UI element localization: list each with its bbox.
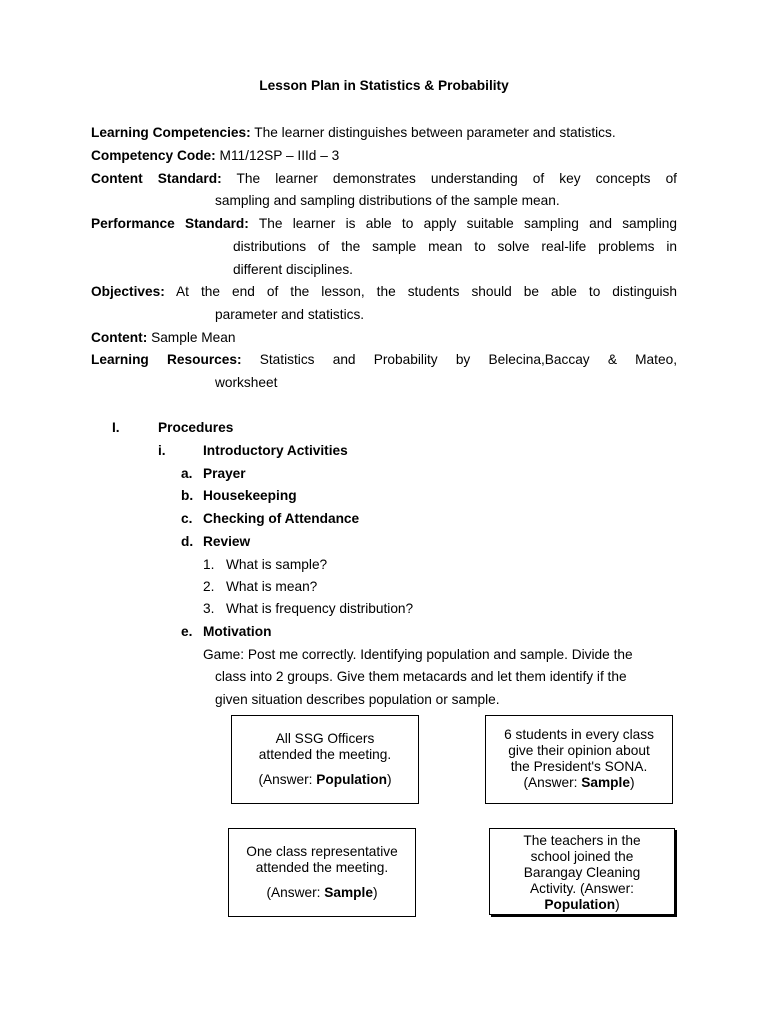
metacard <box>489 828 675 915</box>
objectives <box>91 284 677 300</box>
objectives-line2: parameter and statistics. <box>215 307 365 322</box>
learning-competencies-text: The learner distinguishes between parameter and statistics. <box>250 125 616 140</box>
answer-value: Population <box>544 897 616 912</box>
content-standard <box>91 171 677 187</box>
learning-competencies-label: Learning Competencies: <box>91 125 251 140</box>
performance-standard <box>91 216 677 232</box>
list-item-label: Prayer <box>203 466 246 481</box>
game-description-line3: given situation describes population or sample. <box>215 692 500 707</box>
content-label: Content: <box>91 330 148 345</box>
list-item-prayer <box>181 466 192 482</box>
performance-standard-line3: different disciplines. <box>233 262 353 277</box>
learning-resources-label: Learning Resources: <box>91 352 242 367</box>
answer-value: Sample <box>324 885 373 900</box>
learning-resources <box>91 352 677 368</box>
content-standard-line2: sampling and sampling distributions of the sample mean. <box>215 193 560 208</box>
procedures-heading: Procedures <box>158 420 234 435</box>
metacard-line: the President's SONA. <box>510 759 648 774</box>
review-question-num: 1. <box>203 557 215 572</box>
game-description-line1: Game: Post me correctly. Identifying population and sample. Divide the <box>203 647 633 662</box>
review-question: What is sample? <box>226 557 328 572</box>
content <box>91 330 236 346</box>
learning-resources-line2: worksheet <box>215 375 278 390</box>
answer-prefix: (Answer: <box>266 885 325 900</box>
game-description-line2: class into 2 groups. Give them metacards and let them identify if the <box>215 669 627 684</box>
metacard-line: Barangay Cleaning <box>523 865 641 880</box>
page-title: Lesson Plan in Statistics & Probability <box>259 78 509 93</box>
answer-prefix: (Answer: <box>523 775 582 790</box>
list-item-letter: a. <box>181 466 193 481</box>
metacard-line: attended the meeting. <box>258 747 392 762</box>
answer-prefix: (Answer: <box>258 772 317 787</box>
objectives-label: Objectives: <box>91 284 165 299</box>
metacard <box>231 715 419 804</box>
performance-standard-label: Performance Standard: <box>91 216 249 231</box>
review-question-num: 2. <box>203 579 215 594</box>
metacard-line: The teachers in the <box>523 833 641 848</box>
list-item-letter: b. <box>181 488 194 503</box>
answer-suffix: ) <box>615 897 620 912</box>
metacard-line: All SSG Officers <box>275 731 375 746</box>
metacard-line: school joined the <box>530 849 634 864</box>
metacard-line: One class representative <box>246 844 398 859</box>
metacard-answer <box>229 885 415 901</box>
review-question: What is mean? <box>226 579 318 594</box>
metacard-line: Activity. (Answer: <box>530 881 634 896</box>
answer-value: Population <box>316 772 387 787</box>
introductory-heading: Introductory Activities <box>203 443 348 458</box>
metacard-answer <box>490 897 674 913</box>
list-item-label: Review <box>203 534 251 549</box>
performance-standard-line2: distributions of the sample mean to solve real-life problems in <box>233 239 677 254</box>
list-item-review <box>181 534 193 550</box>
content-standard-line1: The learner demonstrates understanding of key concepts of <box>236 171 677 186</box>
metacard-line: give their opinion about <box>508 743 650 758</box>
answer-suffix: ) <box>629 775 635 790</box>
review-question: What is frequency distribution? <box>226 601 414 616</box>
procedures-numeral: I. <box>112 420 120 435</box>
performance-standard-line1: The learner is able to apply suitable sampling and sampling <box>258 216 677 231</box>
metacard-line: attended the meeting. <box>255 860 389 875</box>
competency-code-label: Competency Code: <box>91 148 216 163</box>
list-item-attendance <box>181 511 192 527</box>
metacard-line: 6 students in every class <box>504 727 654 742</box>
motivation-label: Motivation <box>203 624 272 639</box>
list-item-letter: c. <box>181 511 193 526</box>
introductory-numeral: i. <box>158 443 166 458</box>
metacard-answer <box>232 772 418 788</box>
list-item-housekeeping <box>181 488 193 504</box>
objectives-line1: At the end of the lesson, the students should be able to distinguish <box>176 284 677 299</box>
review-question-num: 3. <box>203 601 215 616</box>
learning-resources-line1: Statistics and Probability by Belecina,Baccay & Mateo, <box>259 352 678 367</box>
metacard <box>485 715 673 804</box>
list-item-label: Checking of Attendance <box>203 511 360 526</box>
content-standard-label: Content Standard: <box>91 171 222 186</box>
motivation-letter: e. <box>181 624 193 639</box>
answer-suffix: ) <box>372 885 378 900</box>
competency-code-text: M11/12SP – IIId – 3 <box>215 148 340 163</box>
competency-code <box>91 148 339 164</box>
metacard-answer <box>486 775 672 791</box>
list-item-label: Housekeeping <box>203 488 297 503</box>
content-text: Sample Mean <box>147 330 236 345</box>
answer-value: Sample <box>581 775 630 790</box>
list-item-letter: d. <box>181 534 194 549</box>
learning-competencies <box>91 125 616 141</box>
metacard <box>228 828 416 917</box>
answer-suffix: ) <box>386 772 392 787</box>
